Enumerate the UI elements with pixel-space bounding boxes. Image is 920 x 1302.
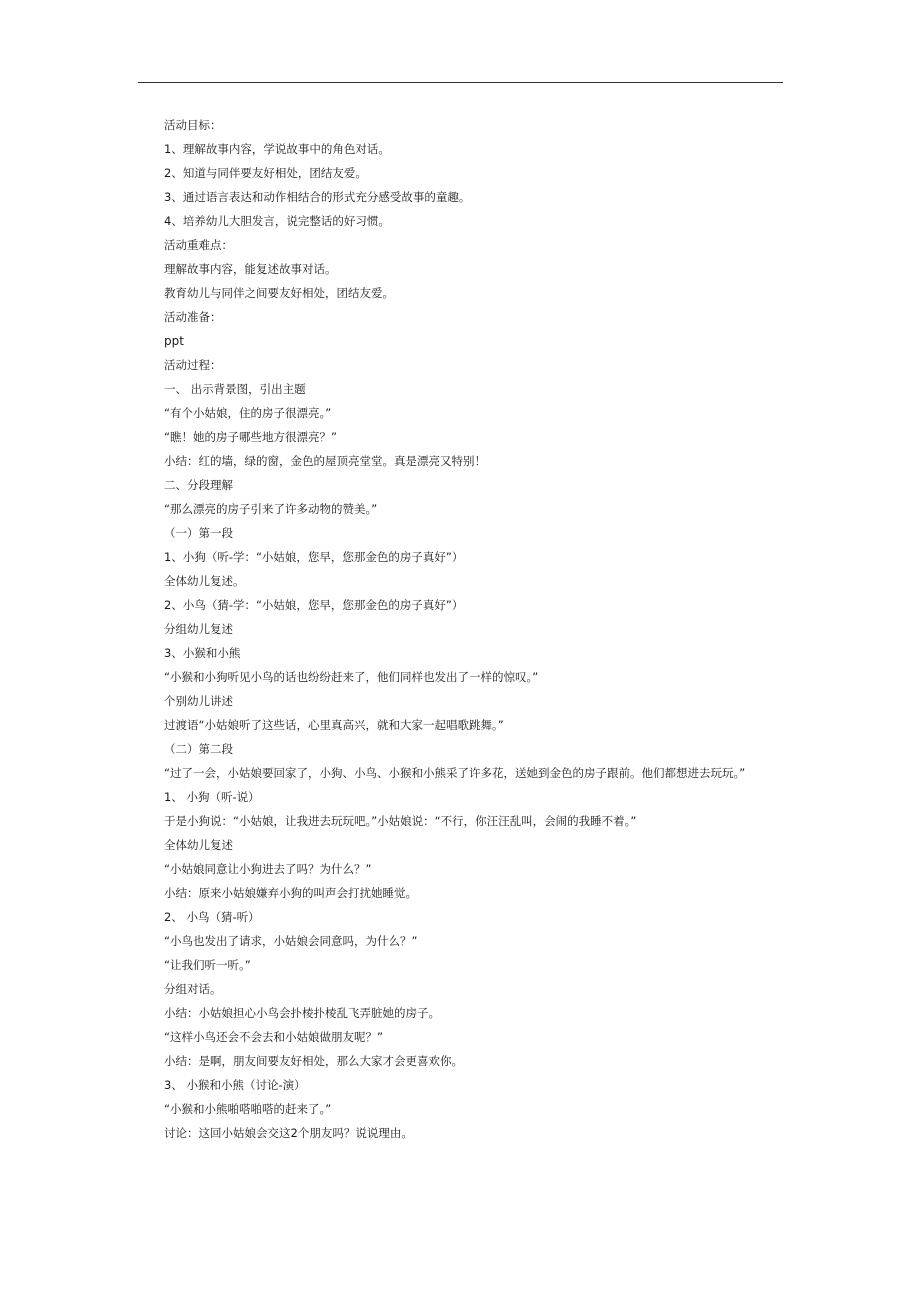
paragraph: “小姑娘同意让小狗进去了吗？为什么？” (164, 862, 372, 876)
paragraph: 2、小鸟（猜-学：“小姑娘，您早，您那金色的房子真好”） (164, 598, 464, 612)
paragraph: 于是小狗说：“小姑娘，让我进去玩玩吧。”小姑娘说：“不行，你汪汪乱叫，会闹的我睡不着。” (164, 814, 637, 828)
paragraph: “小鸟也发出了请求，小姑娘会同意吗，为什么？” (164, 934, 418, 948)
paragraph: “那么漂亮的房子引来了许多动物的赞美。” (164, 502, 378, 516)
paragraph: “这样小鸟还会不会去和小姑娘做朋友呢？” (164, 1030, 383, 1044)
section-heading-goals: 活动目标： (164, 118, 222, 132)
key-point-2: 教育幼儿与同伴之间要友好相处，团结友爱。 (164, 286, 394, 300)
subsection-heading-part-2: （二）第二段 (164, 742, 233, 756)
summary: 小结：小姑娘担心小鸟会扑棱扑棱乱飞弄脏她的房子。 (164, 1006, 440, 1020)
paragraph: 分组幼儿复述 (164, 622, 233, 636)
paragraph: “有个小姑娘，住的房子很漂亮。” (164, 406, 332, 420)
summary: 小结：原来小姑娘嫌弃小狗的叫声会打扰她睡觉。 (164, 886, 417, 900)
paragraph: 1、小狗（听-学：“小姑娘，您早，您那金色的房子真好”） (164, 550, 464, 564)
paragraph: “瞧！她的房子哪些地方很漂亮？” (164, 430, 337, 444)
subsection-heading-part-1: （一）第一段 (164, 526, 233, 540)
paragraph: 2、 小鸟（猜-听） (164, 910, 260, 924)
paragraph: 全体幼儿复述 (164, 838, 233, 852)
transition-line: 过渡语“小姑娘听了这些话，心里真高兴，就和大家一起唱歌跳舞。” (164, 718, 504, 732)
preparation-item: ppt (164, 334, 184, 348)
paragraph: 讨论：这回小姑娘会交这2个朋友吗？说说理由。 (164, 1126, 413, 1140)
goal-item-1: 1、理解故事内容，学说故事中的角色对话。 (164, 142, 390, 156)
section-heading-process: 活动过程： (164, 358, 222, 372)
summary: 小结：红的墙，绿的窗，金色的屋顶亮堂堂。真是漂亮又特别！ (164, 454, 486, 468)
document-body (0, 113, 920, 1145)
process-step-2-heading: 二、分段理解 (164, 478, 233, 492)
key-point-1: 理解故事内容，能复述故事对话。 (164, 262, 337, 276)
summary: 小结：是啊，朋友间要友好相处，那么大家才会更喜欢你。 (164, 1054, 463, 1068)
goal-item-2: 2、知道与同伴要友好相处，团结友爱。 (164, 166, 367, 180)
wrapped-paragraph: “过了一会，小姑娘要回家了，小狗、小鸟、小猴和小熊采了许多花，送她到金色的房子跟前。他们都想进去玩玩。” (164, 766, 746, 780)
paragraph: 3、 小猴和小熊（讨论-演） (164, 1078, 306, 1092)
paragraph: 全体幼儿复述。 (164, 574, 245, 588)
process-step-1-heading: 一、 出示背景图，引出主题 (164, 382, 306, 396)
goal-item-4: 4、培养幼儿大胆发言，说完整话的好习惯。 (164, 214, 390, 228)
header-rule (138, 82, 783, 83)
paragraph: “小猴和小狗听见小鸟的话也纷纷赶来了，他们同样也发出了一样的惊叹。” (164, 670, 539, 684)
paragraph: “让我们听一听。” (164, 958, 251, 972)
paragraph: 3、小猴和小熊 (164, 646, 241, 660)
paragraph: 个别幼儿讲述 (164, 694, 233, 708)
paragraph: “小猴和小熊啪嗒啪嗒的赶来了。” (164, 1102, 332, 1116)
paragraph: 分组对话。 (164, 982, 222, 996)
section-heading-key-points: 活动重难点： (164, 238, 233, 252)
section-heading-preparation: 活动准备： (164, 310, 222, 324)
paragraph: 1、 小狗（听-说） (164, 790, 260, 804)
goal-item-3: 3、通过语言表达和动作相结合的形式充分感受故事的童趣。 (164, 190, 471, 204)
